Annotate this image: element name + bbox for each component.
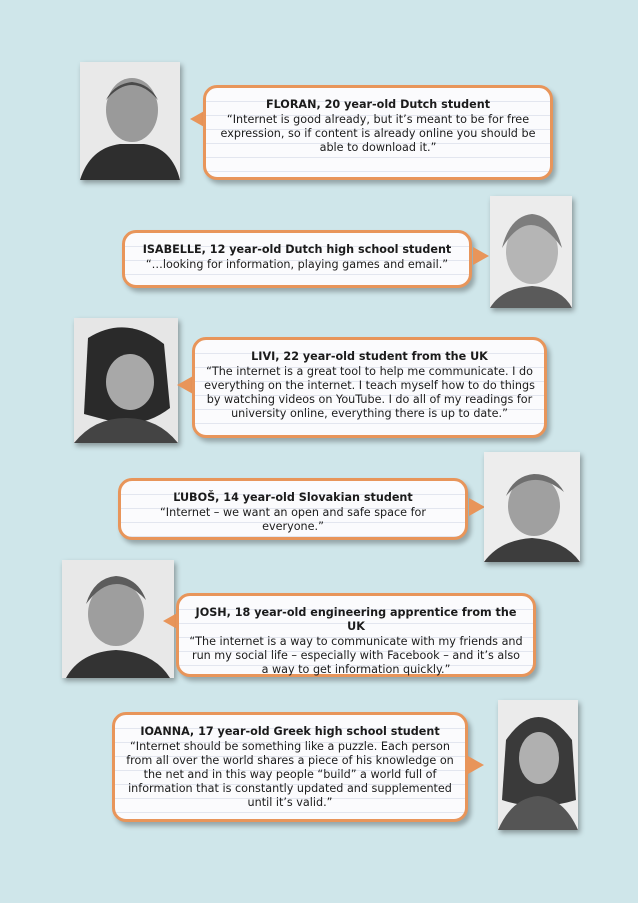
josh-name: JOSH, 18 year-old engineering apprentice from the UK [195, 606, 517, 633]
ioanna-name: IOANNA, 17 year-old Greek high school student [140, 725, 440, 738]
livi-quote-bubble [192, 337, 547, 438]
isabelle-photo [490, 196, 572, 308]
lubos-quote: “Internet – we want an open and safe space for everyone.” [160, 506, 426, 533]
livi-quote: “The internet is a great tool to help me communicate. I do everything on the internet. I teach myself how to do things by watching videos on YouTube. I do all of my readings for university online, everything there is up to date.” [204, 365, 535, 420]
livi-bubble-tail [177, 376, 193, 394]
ioanna-quote: “Internet should be something like a puzzle. Each person from all over the world shares a piece of his knowledge on the net and in this way people “build” a world full of information that is constantly updated and supplemented until it’s valid.” [126, 740, 454, 809]
floran-quote: “Internet is good already, but it’s meant to be for free expression, so if content is already online you should be able to download it.” [220, 113, 536, 154]
portrait-icon [484, 452, 580, 562]
portrait-icon [80, 62, 180, 180]
josh-quote: “The internet is a way to communicate with my friends and run my social life – especially with Facebook – and it’s also a way to get information quickly.” [189, 635, 523, 676]
lubos-name: ĽUBOŠ, 14 year-old Slovakian student [173, 491, 413, 504]
ioanna-quote-bubble [112, 712, 468, 822]
portrait-icon [490, 196, 572, 308]
isabelle-quote: “…looking for information, playing games and email.” [145, 258, 449, 271]
livi-name: LIVI, 22 year-old student from the UK [251, 350, 488, 363]
ioanna-bubble-tail [468, 756, 484, 774]
ioanna-photo [498, 700, 578, 830]
floran-quote-bubble [203, 85, 553, 180]
isabelle-quote-bubble [122, 230, 472, 288]
lubos-bubble-tail [469, 498, 485, 516]
portrait-icon [498, 700, 578, 830]
josh-quote-bubble [176, 593, 536, 677]
livi-photo [74, 318, 178, 443]
isabelle-name: ISABELLE, 12 year-old Dutch high school student [142, 243, 452, 256]
floran-name: FLORAN, 20 year-old Dutch student [265, 98, 491, 111]
portrait-icon [74, 318, 178, 443]
lubos-quote-bubble [118, 478, 468, 540]
floran-photo [80, 62, 180, 180]
josh-photo [62, 560, 174, 678]
isabelle-bubble-tail [473, 247, 489, 265]
lubos-photo [484, 452, 580, 562]
portrait-icon [62, 560, 174, 678]
